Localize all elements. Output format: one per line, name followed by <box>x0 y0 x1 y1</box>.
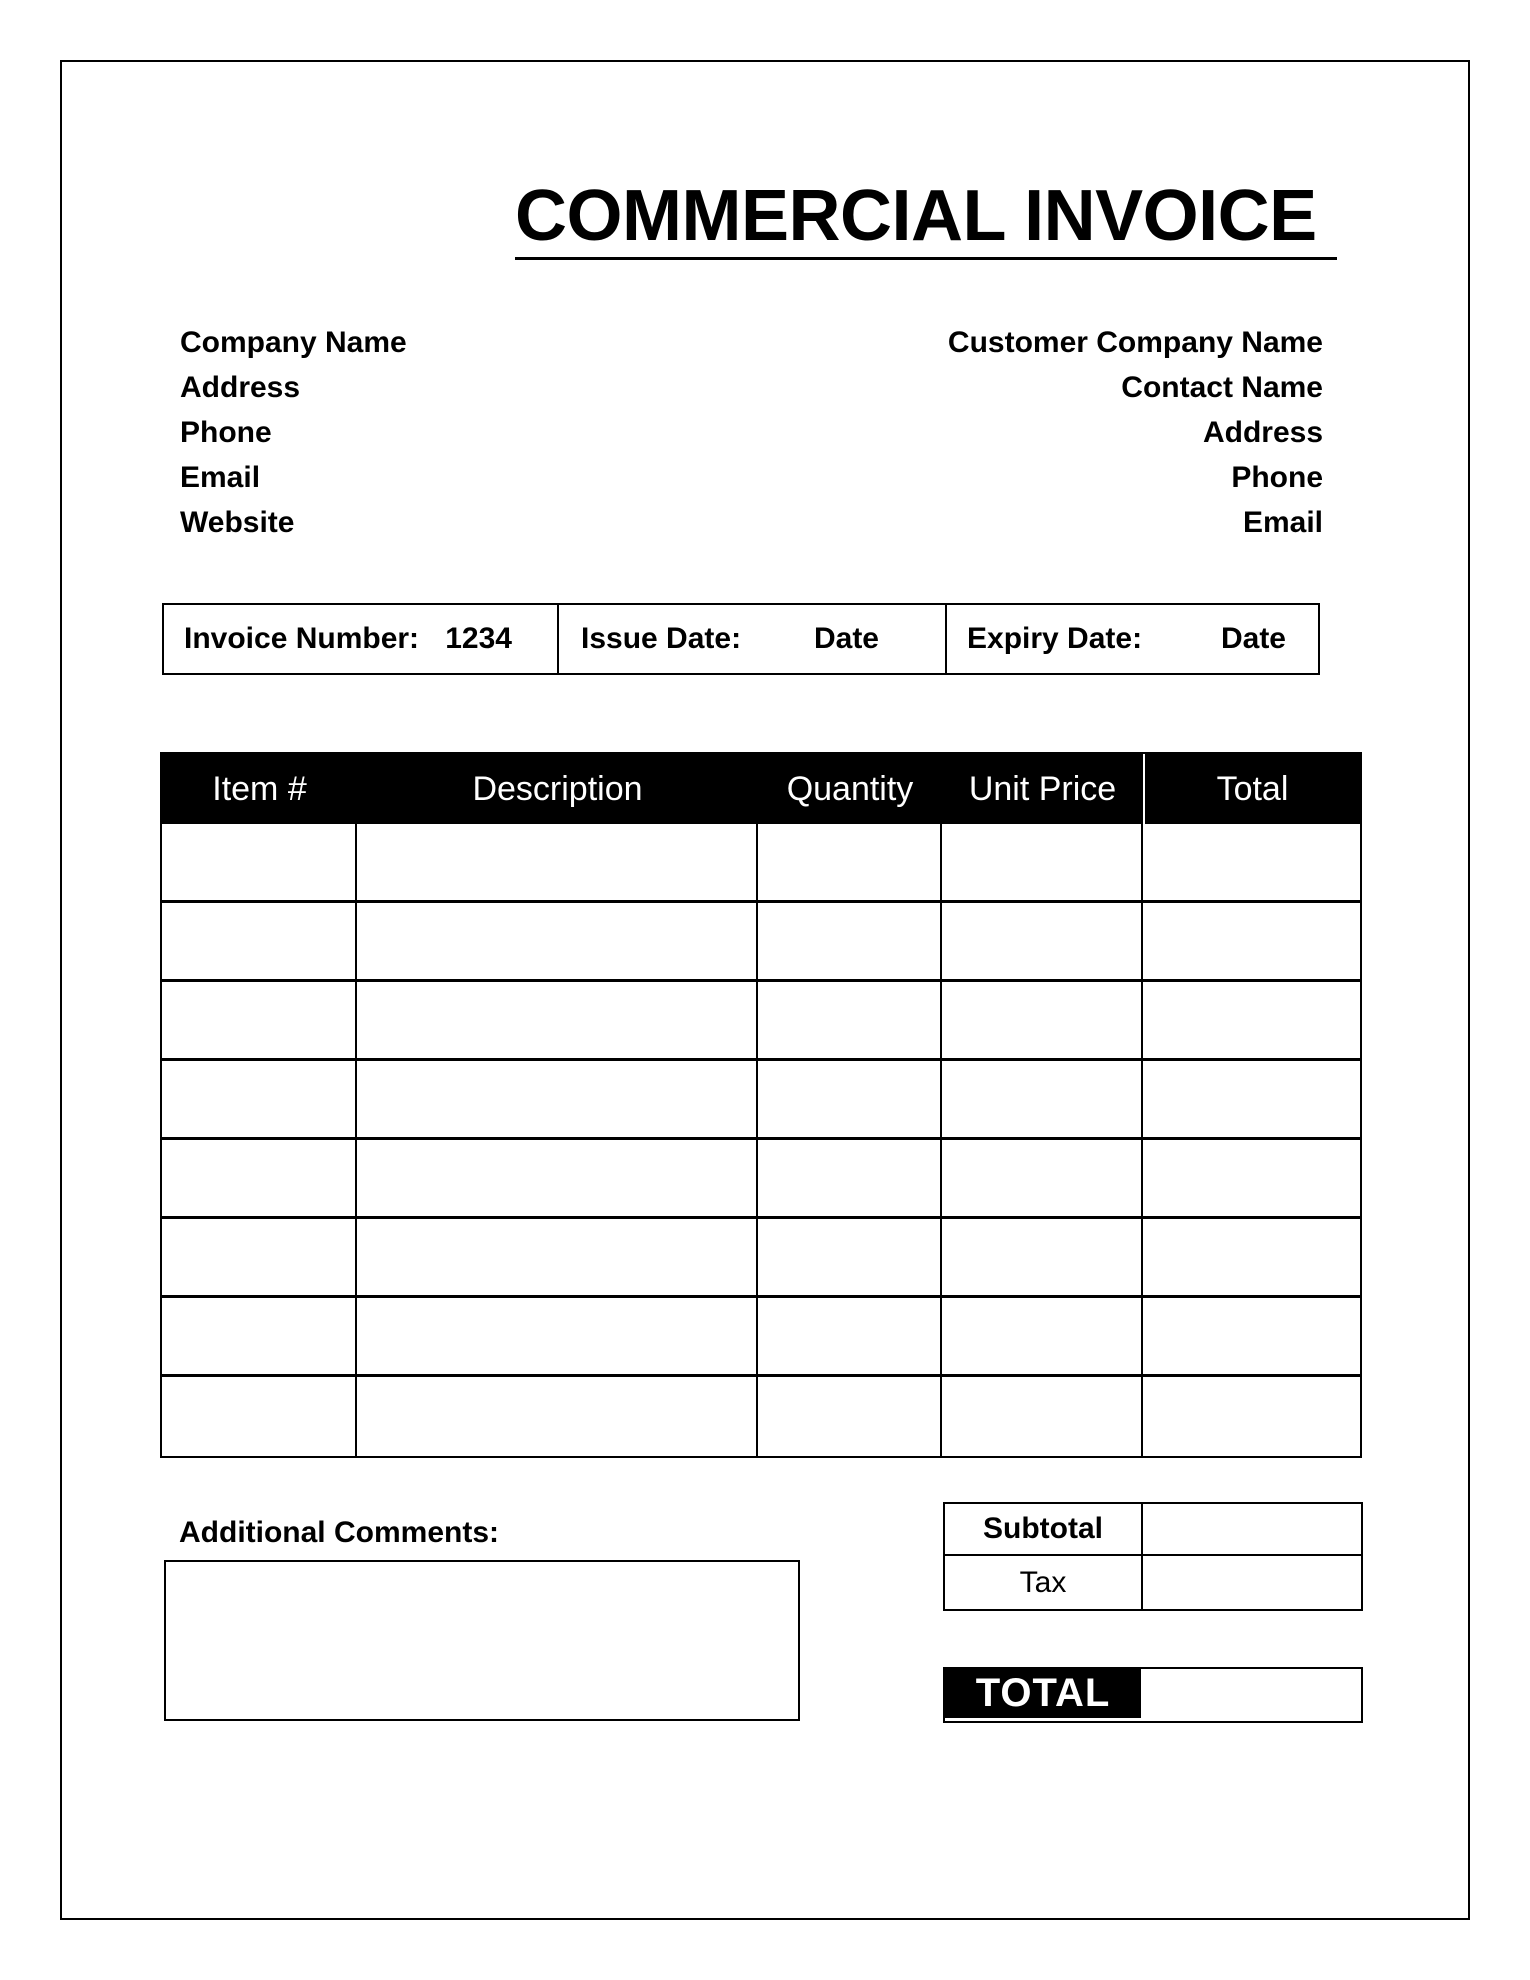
invoice-number-value: 1234 <box>445 622 512 655</box>
item-cell-total <box>1143 1298 1360 1374</box>
items-table-body <box>162 824 1360 1456</box>
seller-info <box>180 320 407 545</box>
item-row <box>162 1298 1360 1377</box>
item-cell-description <box>357 1219 758 1295</box>
item-cell-item-number <box>162 1219 357 1295</box>
grand-total-label: TOTAL <box>945 1669 1141 1718</box>
customer-phone: Phone <box>1231 461 1323 494</box>
item-row <box>162 1219 1360 1298</box>
seller-company-name: Company Name <box>180 326 407 359</box>
item-cell-description <box>357 1140 758 1216</box>
totals-table <box>943 1502 1363 1611</box>
item-cell-total <box>1143 1061 1360 1137</box>
item-cell-total <box>1143 1219 1360 1295</box>
customer-company-name: Customer Company Name <box>947 326 1323 359</box>
item-cell-description <box>357 1298 758 1374</box>
item-cell-quantity <box>758 903 942 979</box>
item-cell-quantity <box>758 1298 942 1374</box>
item-cell-description <box>357 982 758 1058</box>
items-table-header <box>162 754 1360 824</box>
item-cell-item-number <box>162 903 357 979</box>
item-cell-quantity <box>758 982 942 1058</box>
customer-contact-name: Contact Name <box>1121 371 1323 404</box>
seller-phone: Phone <box>180 416 272 449</box>
column-header-item-number: Item # <box>212 769 307 808</box>
seller-address: Address <box>180 371 301 404</box>
item-cell-description <box>357 1377 758 1456</box>
item-cell-unit-price <box>942 824 1143 900</box>
item-cell-item-number <box>162 982 357 1058</box>
column-header-unit-price: Unit Price <box>968 769 1117 808</box>
invoice-number-cell <box>164 605 559 673</box>
customer-email: Email <box>1242 506 1323 539</box>
expiry-date-value: Date <box>1220 622 1286 655</box>
column-header-total: Total <box>1143 754 1360 824</box>
additional-comments-label: Additional Comments: <box>179 1516 499 1549</box>
issue-date-cell <box>559 605 947 673</box>
tax-label: Tax <box>945 1556 1143 1609</box>
issue-date-label: Issue Date: <box>581 622 742 655</box>
item-cell-unit-price <box>942 1377 1143 1456</box>
title-underline <box>515 257 1337 260</box>
item-cell-total <box>1143 903 1360 979</box>
item-row <box>162 903 1360 982</box>
invoice-meta-bar <box>162 603 1320 675</box>
expiry-date-cell <box>947 605 1318 673</box>
item-cell-description <box>357 1061 758 1137</box>
item-cell-unit-price <box>942 1061 1143 1137</box>
item-cell-item-number <box>162 1377 357 1456</box>
item-cell-item-number <box>162 1298 357 1374</box>
page-title: COMMERCIAL INVOICE <box>515 176 1317 256</box>
item-row <box>162 982 1360 1061</box>
item-cell-quantity <box>758 824 942 900</box>
item-cell-item-number <box>162 1140 357 1216</box>
item-cell-quantity <box>758 1140 942 1216</box>
tax-value-cell <box>1143 1556 1361 1609</box>
subtotal-row <box>945 1504 1361 1556</box>
column-header-description: Description <box>472 769 643 808</box>
item-cell-unit-price <box>942 1219 1143 1295</box>
customer-info <box>948 320 1323 545</box>
additional-comments-box <box>164 1560 800 1721</box>
invoice-number-label: Invoice Number: <box>184 622 420 655</box>
item-row <box>162 1061 1360 1140</box>
subtotal-label: Subtotal <box>945 1504 1143 1554</box>
item-cell-total <box>1143 982 1360 1058</box>
item-cell-description <box>357 824 758 900</box>
issue-date-value: Date <box>813 622 879 655</box>
item-cell-item-number <box>162 1061 357 1137</box>
item-cell-quantity <box>758 1377 942 1456</box>
item-cell-description <box>357 903 758 979</box>
item-cell-total <box>1143 824 1360 900</box>
expiry-date-label: Expiry Date: <box>967 622 1143 655</box>
customer-address: Address <box>1202 416 1323 449</box>
item-cell-quantity <box>758 1061 942 1137</box>
item-cell-quantity <box>758 1219 942 1295</box>
item-cell-unit-price <box>942 1140 1143 1216</box>
item-row <box>162 824 1360 903</box>
item-cell-total <box>1143 1377 1360 1456</box>
item-row <box>162 1140 1360 1219</box>
seller-email: Email <box>180 461 261 494</box>
item-cell-unit-price <box>942 903 1143 979</box>
items-table <box>160 752 1362 1458</box>
item-cell-total <box>1143 1140 1360 1216</box>
subtotal-value-cell <box>1143 1504 1361 1554</box>
item-cell-item-number <box>162 824 357 900</box>
item-cell-unit-price <box>942 1298 1143 1374</box>
seller-website: Website <box>180 506 295 539</box>
item-cell-unit-price <box>942 982 1143 1058</box>
grand-total-bar <box>943 1667 1363 1723</box>
item-row <box>162 1377 1360 1456</box>
tax-row <box>945 1556 1361 1609</box>
column-header-quantity: Quantity <box>786 769 914 808</box>
